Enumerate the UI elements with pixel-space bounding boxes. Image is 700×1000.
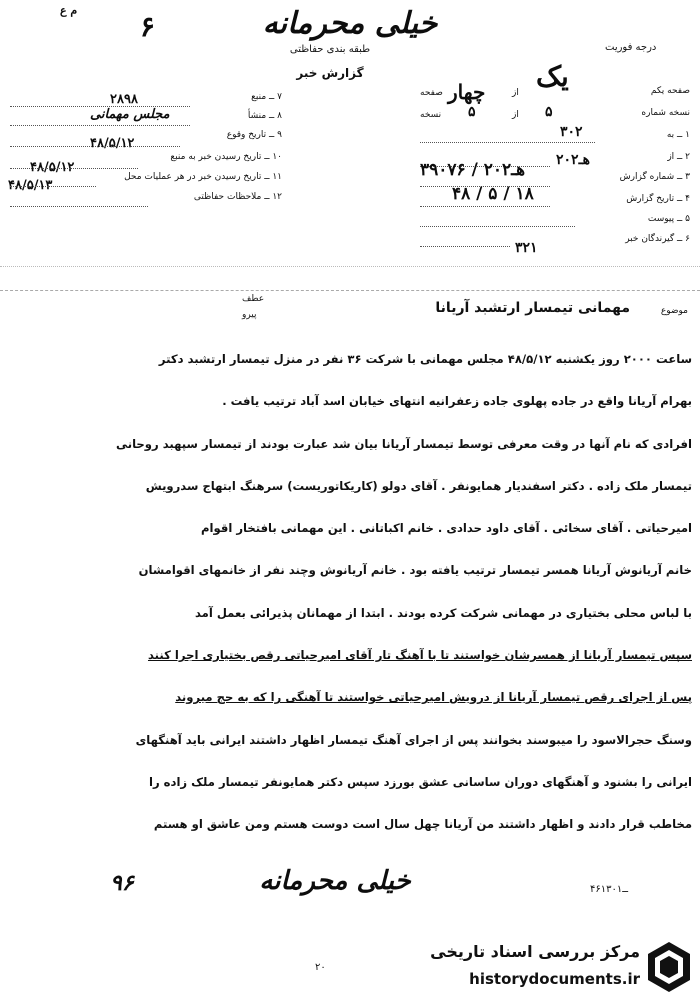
body-line: سپس تیمسار آریانا از همسرشان خواستند تا با آهنگ تار آقای امیرحیاتی رقص بختیاری اجرا کنند: [147, 648, 692, 663]
field-label-security-notes: ۱۲ ــ ملاحظات حفاظتی: [193, 192, 282, 202]
body-line: ساعت ۲۰۰۰ روز یکشنبه ۴۸/۵/۱۲ مجلس مهمانی با شرکت ۳۶ نفر در منزل تیمسار ارتشبد دکتر: [158, 352, 692, 366]
field-value-recipients: ۳۲۱: [515, 240, 538, 256]
body-line: تیمسار ملک زاده . دکتر اسفندیار همایونفر . آقای دولو (کاریکاتوریست) سرهنگ ابتهاج سدرویش: [145, 478, 692, 493]
field-value-source: ۲۸۹۸: [110, 92, 138, 107]
field-value-report-number: ۳۹۰۷۶ / ۲۰هـ۲: [420, 160, 526, 180]
page-label: صفحه یکم: [650, 86, 690, 96]
dotted-line: [10, 146, 180, 147]
field-value-report-date: ۴۸ / ۵ / ۱۸: [452, 184, 534, 204]
classification-stamp-bottom: خیلی محرمانه: [259, 866, 411, 896]
copy-of-value: ۵: [468, 104, 476, 120]
field-label-date-ops: ۱۱ ــ تاریخ رسیدن خبر در هر عملیات محل: [124, 172, 282, 182]
dotted-line: [420, 206, 550, 207]
page-of-label: از: [512, 88, 519, 98]
body-line: بهرام آریانا واقع در جاده پهلوی جاده زعفرانیه انتهای خیابان اسد آباد ترتیب یافت .: [222, 394, 692, 409]
page-suffix: صفحه: [420, 88, 443, 98]
field-label-date-received: ۱۰ ــ تاریخ رسیدن خبر به منبع: [170, 152, 282, 162]
field-label-attachment: ۵ ــ پیوست: [647, 214, 690, 224]
copy-of-label: از: [512, 110, 519, 120]
field-label-to: ۱ ــ به: [666, 130, 690, 140]
field-value-date-occurred: ۴۸/۵/۱۲: [90, 136, 135, 151]
report-type-title: گزارش خبر: [296, 66, 364, 80]
dotted-line: [10, 186, 96, 187]
watermark: [408, 934, 700, 1000]
field-label-from: ۲ ــ از: [667, 152, 690, 162]
page-handwritten-mark: ﯾﮏ: [536, 60, 569, 93]
watermark-url: historydocuments.ir: [469, 970, 640, 988]
copy-number-value: ۵: [545, 104, 553, 120]
dotted-line: [420, 226, 575, 227]
field-value-from: ۲۰هـ۲: [556, 152, 591, 168]
watermark-title: مرکز بررسی اسناد تاریخی: [430, 942, 640, 961]
classification-subheading: طبقه بندی حفاظتی: [289, 44, 371, 55]
subject-text: مهمانی تیمسار ارتشبد آریانا: [435, 300, 630, 316]
handwritten-page-mark: ۶: [140, 10, 156, 43]
field-label-recipients: ۶ ــ گیرندگان خبر: [625, 234, 690, 244]
classification-stamp-top: خیلی محرمانه: [262, 6, 438, 41]
followup-label: پیرو: [242, 310, 257, 320]
field-label-date-occurred: ۹ ــ تاریخ وقوع: [226, 130, 282, 140]
report-body: [10, 338, 692, 846]
field-value-date-ops: ۴۸/۵/۱۳: [8, 178, 53, 193]
copy-mark: م ع: [60, 4, 78, 17]
field-value-date-received: ۴۸/۵/۱۲: [30, 160, 75, 175]
copy-suffix: نسخه: [420, 110, 442, 120]
subject-label: موضوع: [660, 306, 688, 316]
dotted-line: [10, 125, 190, 126]
field-label-origin: ۸ ــ منشأ: [247, 111, 282, 121]
field-value-origin: مجلس مهمانی: [90, 107, 170, 122]
page-number: ۲۰: [315, 962, 326, 973]
body-line: پس از اجرای رقص تیمسار آریانا از درویش امیرحیاتی خواستند تا آهنگی را که به حج میروند: [175, 690, 692, 705]
body-line: افرادی که نام آنها در وقت معرفی توسط تیمسار آریانا بیان شد عبارت بودند از تیمسار سپهبد روحانی: [116, 436, 692, 451]
body-line: با لباس محلی بختیاری در مهمانی شرکت کرده بودند . ابتدا از مهمانان پذیرائی بعمل آمد: [194, 605, 692, 620]
handwritten-number: ۹۶: [110, 870, 134, 896]
dotted-line: [10, 168, 138, 169]
body-line: وسنگ حجرالاسود را میبوسند بخوانند پس از اجرای آهنگ تیمسار اظهار داشتند ایرانی باید آهنگهای: [135, 732, 692, 747]
dotted-line: [420, 246, 510, 247]
copy-number-label: نسخه شماره: [641, 108, 690, 118]
document-header: [0, 0, 700, 90]
body-line: خانم آریانوش آریانا همسر تیمسار ترتیب یافته بود . خانم آریانوش وچند نفر از خانمهای اقوامشان: [138, 563, 692, 578]
page-of-value: چهار: [448, 80, 486, 104]
body-line: امیرحیاتی . آقای سخائی . آقای داود حدادی . خانم اکباتانی . این مهمانی بافتخار اقوام: [200, 521, 692, 536]
divider: [0, 266, 700, 267]
dotted-line: [10, 206, 148, 207]
archive-logo-icon: [644, 940, 694, 994]
subject-row: [10, 286, 690, 326]
field-label-report-date: ۴ ــ تاریخ گزارش: [626, 194, 690, 204]
field-label-report-number: ۳ ــ شماره گزارش: [619, 172, 690, 182]
reference-label: عطف: [242, 294, 265, 304]
dotted-line: [420, 142, 595, 143]
form-code: ۴۶ــ۱۳۰۱: [590, 884, 629, 895]
body-line: ایرانی را بشنود و آهنگهای دوران ساسانی عشق بورزد سپس دکتر همایونفر تیمسار ملک زاده را: [148, 774, 692, 789]
body-line: مخاطب قرار دادند و اظهار داشتند من آریانا چهل سال است دوست هستم ومن عاشق او هستم: [153, 817, 692, 832]
field-value-to: ۳۰۲: [560, 124, 583, 140]
field-label-source: ۷ ــ منبع: [251, 92, 282, 102]
priority-label: درجه فوریت: [605, 42, 657, 53]
